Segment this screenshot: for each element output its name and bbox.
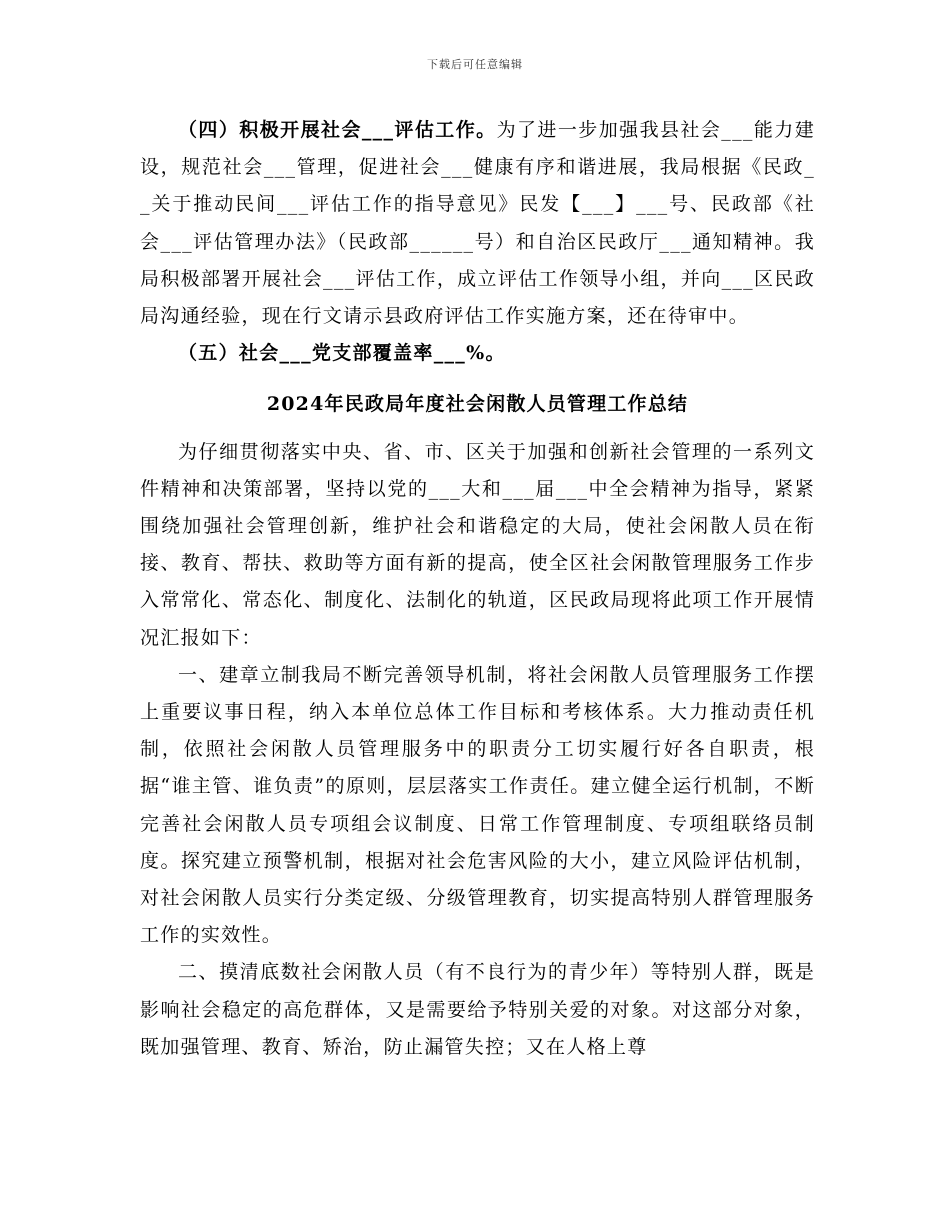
section-four-paragraph — [140, 112, 815, 335]
report-paragraph-two: 二、摸清底数社会闲散人员（有不良行为的青少年）等特别人群，既是影响社会稳定的高危群体，又是需要给予特别关爱的对象。对这部分对象，既加强管理、教育、矫治，防止漏管失控；又在人格上尊 — [140, 961, 815, 1058]
report-paragraph-one: 一、建章立制我局不断完善领导机制，将社会闲散人员管理服务工作摆上重要议事日程，纳入本单位总体工作目标和考核体系。大力推动责任机制，依照社会闲散人员管理服务中的职责分工切实履行好各自职责，根据“谁主管、谁负责”的原则，层层落实工作责任。建立健全运行机制，不断完善社会闲散人员专项组会议制度、日常工作管理制度、专项组联络员制度。探究建立预警机制，根据对社会危害风险的大小，建立风险评估机制，对社会闲散人员实行分类定级、分级管理教育，切实提高特别人群管理服务工作的实效性。 — [140, 663, 815, 947]
document-body — [140, 112, 815, 1066]
report-paragraph-intro: 为仔细贯彻落实中央、省、市、区关于加强和创新社会管理的一系列文件精神和决策部署，坚持以党的___大和___届___中全会精神为指导，紧紧围绕加强社会管理创新，维护社会和谐稳定的大局，使社会闲散人员在衔接、教育、帮扶、救助等方面有新的提高，使全区社会闲散管理服务工作步入常常化、常态化、制度化、法制化的轨道，区民政局现将此项工作开展情况汇报如下： — [140, 440, 815, 649]
download-note: 下载后可任意编辑 — [427, 58, 523, 71]
section-four-text: 为了进一步加强我县社会___能力建设，规范社会___管理，促进社会___健康有序和谐进展，我局根据《民政__关于推动民间___评估工作的指导意见》民发【___】___号、民政部《社会___评估管理办法》（民政部______号）和自治区民政厅___通知精神。我局积极部署开展社会___评估工作，成立评估工作领导小组，并向___区民政局沟通经验，现在行文请示县政府评估工作实施方案，还在待审中。 — [140, 119, 815, 328]
section-four-heading: （四）积极开展社会___评估工作。 — [178, 119, 497, 141]
section-five-heading: （五）社会___党支部覆盖率___%。 — [178, 342, 506, 365]
report-title: 2024年民政局年度社会闲散人员管理工作总结 — [266, 393, 689, 416]
